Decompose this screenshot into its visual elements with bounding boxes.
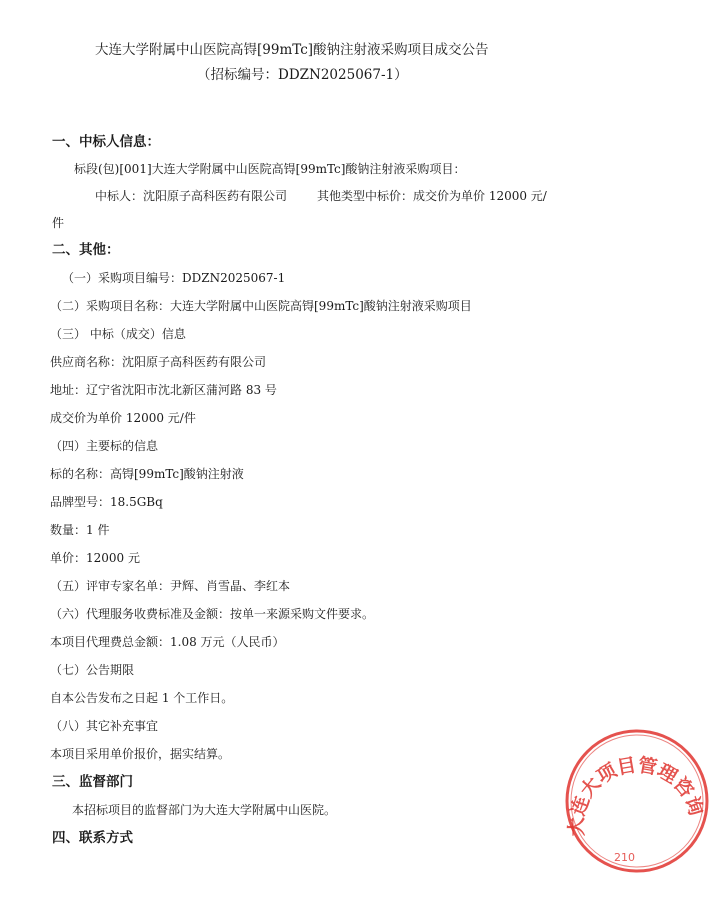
price-unit: 件 [52,216,65,230]
info-line: （六）代理服务收费标准及金额：按单一来源采购文件要求。 [50,607,375,621]
info-line: （七）公告期限 [50,663,135,677]
seal-text: 大连大项目管理咨询 [565,754,708,837]
section-2-heading: 二、其他： [52,242,120,258]
info-line: 供应商名称：沈阳原子高科医药有限公司 [50,355,267,369]
seal-number: 210 [614,851,635,864]
info-line: 标的名称：高锝[99mTc]酸钠注射液 [50,467,244,481]
section-1-heading: 一、中标人信息： [52,134,160,150]
tender-number: （招标编号：DDZN2025067-1） [197,67,408,83]
info-line: 本项目采用单价报价，据实结算。 [50,747,231,761]
info-line: 单价：12000 元 [50,551,140,565]
info-line: 地址：辽宁省沈阳市沈北新区蒲河路 83 号 [50,383,277,397]
info-line: （八）其它补充事宜 [50,719,159,733]
info-line: 数量：1 件 [50,523,110,537]
info-line: 成交价为单价 12000 元/件 [50,411,196,425]
price-line: 其他类型中标价：成交价为单价 12000 元/ [317,189,547,203]
page-title: 大连大学附属中山医院高锝[99mTc]酸钠注射液采购项目成交公告 [95,42,489,58]
info-line: 自本公告发布之日起 1 个工作日。 [50,691,234,705]
info-line: （二）采购项目名称：大连大学附属中山医院高锝[99mTc]酸钠注射液采购项目 [50,299,472,313]
official-seal-icon [562,726,712,876]
section-4-heading: 四、联系方式 [52,830,133,846]
svg-text:大连大项目管理咨询 [565,753,707,836]
info-line: 品牌型号：18.5GBq [50,495,163,509]
info-line: 本项目代理费总金额：1.08 万元（人民币） [50,635,285,649]
section-3-heading: 三、监督部门 [52,774,133,790]
info-line: （四）主要标的信息 [50,439,159,453]
supervision-text: 本招标项目的监督部门为大连大学附属中山医院。 [72,803,337,817]
info-line: （五）评审专家名单：尹辉、肖雪晶、李红本 [50,579,291,593]
info-line: （三） 中标（成交）信息 [50,327,186,341]
lot-line: 标段(包)[001]大连大学附属中山医院高锝[99mTc]酸钠注射液采购项目： [74,162,466,176]
winner-line: 中标人：沈阳原子高科医药有限公司 [95,189,288,203]
info-line: （一）采购项目编号：DDZN2025067-1 [62,271,286,285]
